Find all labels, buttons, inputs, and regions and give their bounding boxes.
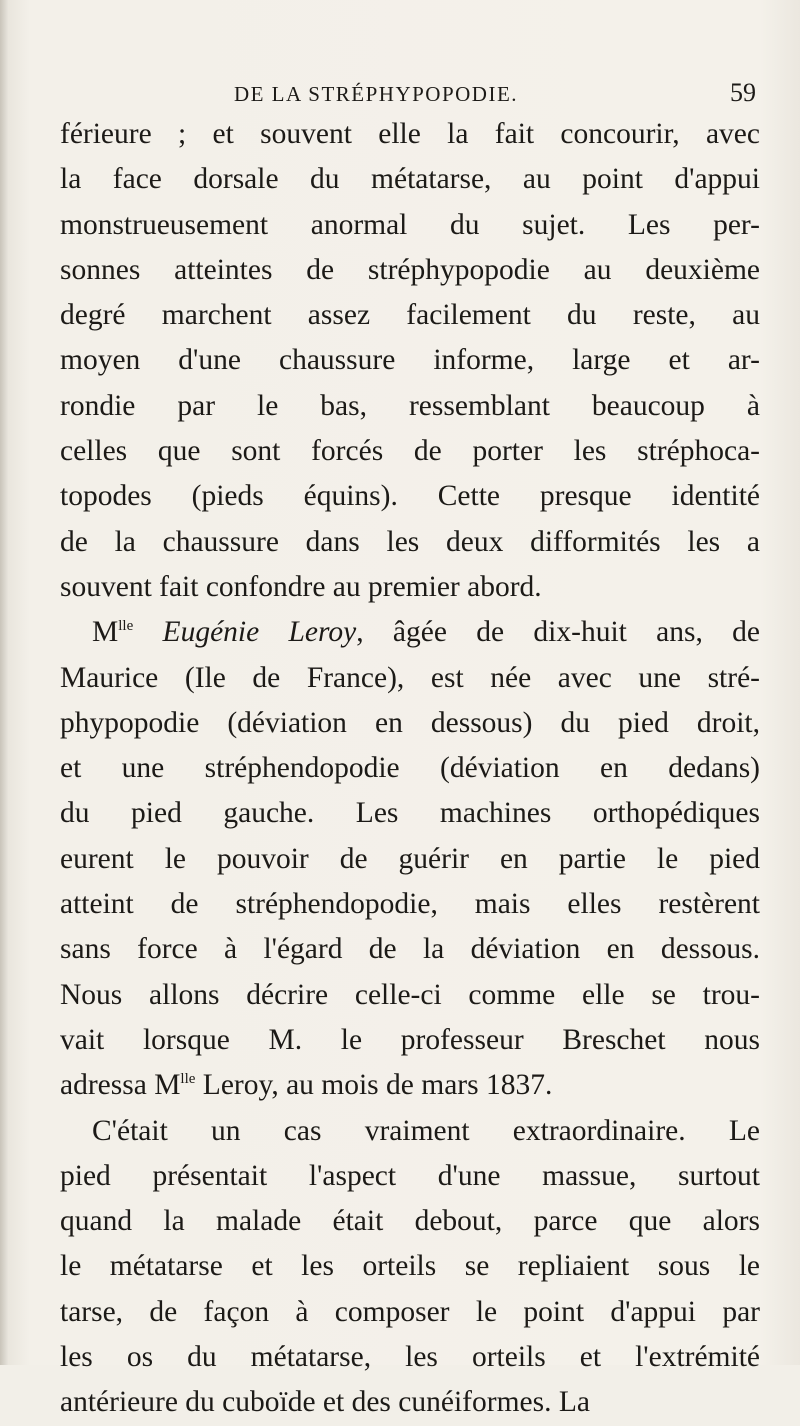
text-fragment: adressa M	[60, 1069, 181, 1102]
honorific-superscript: lle	[118, 618, 134, 635]
honorific-superscript: lle	[180, 1071, 196, 1088]
page-gutter-edge	[0, 0, 8, 1365]
text-line: les os du métatarse, les orteils et l'extrémité	[60, 1341, 760, 1374]
text-line: moyen d'une chaussure informe, large et ar-	[60, 344, 760, 377]
text-line: sans force à l'égard de la déviation en dessous.	[60, 933, 760, 966]
page-number: 59	[730, 78, 756, 107]
body-text	[60, 112, 760, 1426]
text-line: antérieure du cuboïde et des cunéiformes. La	[60, 1386, 590, 1419]
running-head	[96, 78, 756, 112]
text-line: celles que sont forcés de porter les stréphoca-	[60, 435, 760, 468]
patient-name: Eugénie Leroy	[162, 616, 357, 649]
text-line: et une stréphendopodie (déviation en dedans)	[60, 752, 760, 785]
text-line: tarse, de façon à composer le point d'appui par	[60, 1295, 760, 1328]
text-line: Nous allons décrire celle-ci comme elle se trou-	[60, 978, 760, 1011]
text-line: vait lorsque M. le professeur Breschet nous	[60, 1023, 760, 1056]
text-line: pied présentait l'aspect d'une massue, surtout	[60, 1159, 760, 1192]
text-line: atteint de stréphendopodie, mais elles restèrent	[60, 888, 760, 921]
running-title: DE LA STRÉPHYPOPODIE.	[233, 82, 519, 106]
text-line: rondie par le bas, ressemblant beaucoup à	[60, 389, 760, 422]
text-fragment: , âgée de dix-huit ans, de	[356, 616, 761, 649]
text-fragment: Leroy, au mois de mars 1837.	[195, 1069, 553, 1102]
honorific: M	[92, 616, 119, 649]
text-line: la face dorsale du métatarse, au point d'appui	[60, 163, 760, 196]
text-line: du pied gauche. Les machines orthopédiques	[60, 797, 760, 830]
text-line: férieure ; et souvent elle la fait concourir, avec	[60, 118, 760, 150]
text-line: monstrueusement anormal du sujet. Les per-	[60, 208, 760, 241]
text-line	[60, 610, 760, 655]
text-line: de la chaussure dans les deux difformités les a	[60, 525, 760, 558]
text-line: le métatarse et les orteils se repliaient sous le	[60, 1250, 760, 1283]
text-line: quand la malade était debout, parce que alors	[60, 1205, 760, 1238]
text-line: topodes (pieds équins). Cette presque identité	[60, 480, 760, 513]
text-line: sonnes atteintes de stréphypopodie au deuxième	[60, 253, 760, 286]
text-line	[60, 1063, 760, 1108]
text-line: souvent fait confondre au premier abord.	[60, 570, 542, 603]
text-line: C'était un cas vraiment extraordinaire. Le	[92, 1114, 760, 1147]
text-line: degré marchent assez facilement du reste, au	[60, 299, 760, 332]
text-line: phypopodie (déviation en dessous) du pied droit,	[60, 706, 760, 739]
text-line: Maurice (Ile de France), est née avec une stré-	[60, 661, 760, 694]
text-line: eurent le pouvoir de guérir en partie le pied	[60, 842, 760, 875]
